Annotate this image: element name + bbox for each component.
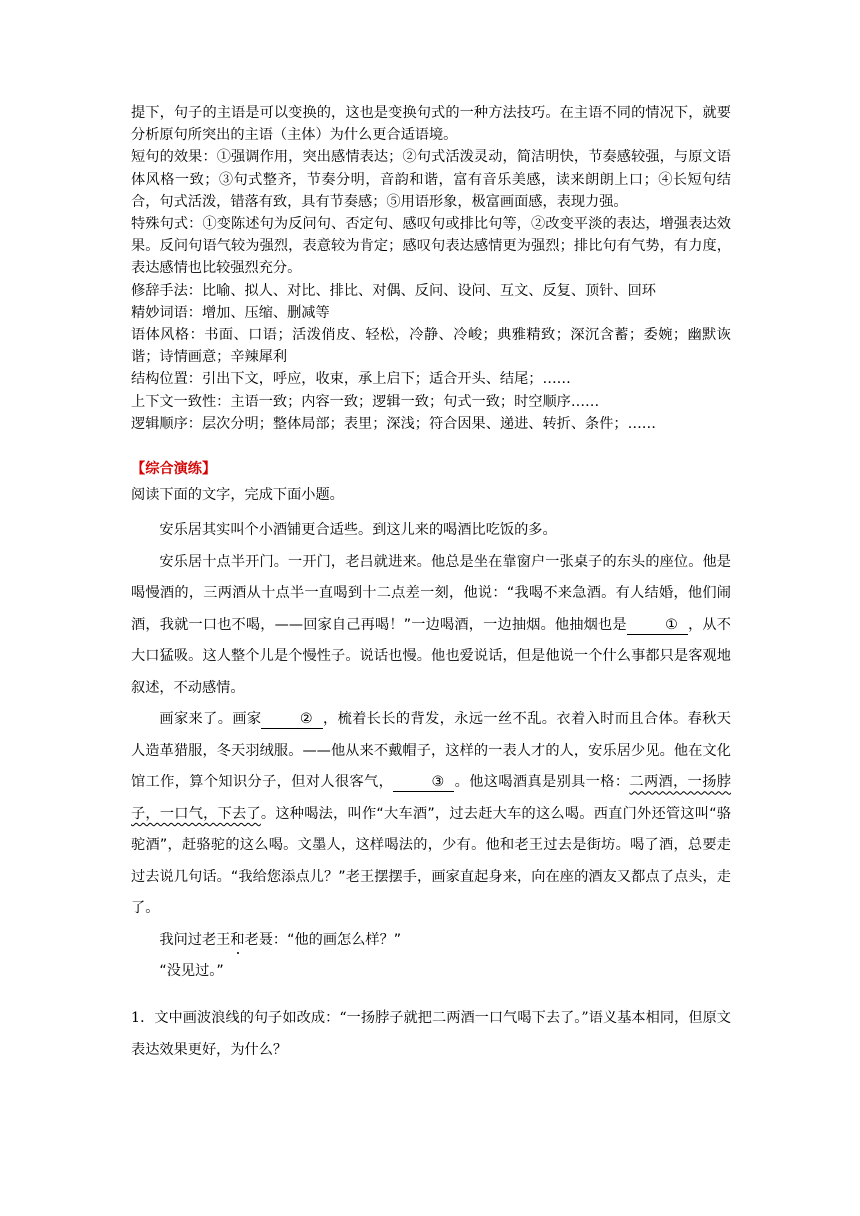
document-body (131, 102, 731, 1080)
note-paragraph: 提下，句子的主语是可以变换的，这也是变换句式的一种方法技巧。在主语不同的情况下，就要分析原句所突出的主语（主体）为什么更合适语境。 (131, 105, 731, 144)
passage-paragraph: “没见过。” (159, 963, 224, 980)
note-paragraph: 语体风格：书面、口语；活泼俏皮、轻松，冷静、冷峻；典雅精致；深沉含蓄；委婉；幽默诙谐；诗情画意；辛辣犀利 (131, 327, 731, 366)
note-paragraph: 逻辑顺序：层次分明；整体局部；表里；深浅；符合因果、递进、转折、条件；…… (131, 415, 656, 432)
passage-text: ，从不大口猛吸。这人整个儿是个慢性子。说话也慢。他也爱说话，但是他说一个什么事都只是客观地叙述，不动感情。 (131, 616, 731, 696)
note-paragraph: 上下文一致性：主语一致；内容一致；逻辑一致；句式一致；时空顺序…… (131, 393, 600, 410)
reading-passage (131, 515, 731, 988)
note-paragraph: 精妙词语：增加、压缩、删减等 (131, 304, 330, 321)
passage-paragraph (131, 925, 731, 957)
passage-text: 安乐居十点半开门。一开门，老吕就进来。他总是坐在靠窗户一张桌子的东头的座位。他是喝慢酒的，三两酒从十点半一直喝到十二点差一刻，他说：“我喝不来急酒。有人结婚，他们闹酒，我就一口也不喝，——回家自己再喝！”一边喝酒，一边抽烟。他抽烟也是 (131, 553, 731, 633)
passage-text: 老聂：“他的画怎么样？” (244, 931, 402, 948)
note-paragraph: 特殊句式：①变陈述句为反问句、否定句、感叹句或排比句等，②改变平淡的表达，增强表达效果。反问句语气较为强烈，表意较为肯定；感叹句表达感情更为强烈；排比句有气势，有力度，表达感情也比较强烈充分。 (131, 216, 731, 277)
blank-1: ① (627, 616, 688, 635)
passage-text: 我问过老王 (159, 931, 231, 948)
instruction-text: 阅读下面的文字，完成下面小题。 (131, 487, 344, 504)
question-text: 文中画波浪线的句子如改成：“一扬脖子就把二两酒一口气喝下去了。”语义基本相同，但原文表达效果更好，为什么？ (131, 1009, 731, 1058)
section-title: 【综合演练】 (131, 461, 217, 478)
notes-block (131, 102, 731, 435)
passage-text: 画家来了。画家 (159, 711, 262, 728)
wavy-underlined-sentence: 二两酒，一扬脖子，一口气，下去了 (131, 774, 731, 822)
note-paragraph: 修辞手法：比喻、拟人、对比、排比、对偶、反问、设问、互文、反复、顶针、回环 (131, 282, 656, 299)
note-paragraph: 结构位置：引出下文，呼应，收束，承上启下；适合开头、结尾；…… (131, 371, 571, 388)
question-1 (131, 1002, 731, 1066)
passage-text: 。他这喝酒真是别具一格： (454, 774, 630, 791)
passage-paragraph: 安乐居其实叫个小酒铺更合适些。到这儿来的喝酒比吃饭的多。 (159, 522, 557, 539)
question-number: 1． (131, 1009, 155, 1026)
blank-3: ③ (393, 773, 454, 792)
passage-text: ，梳着长长的背发，永远一丝不乱。衣着入时而且合体。春秋天人造革猎服，冬天羽绒服。——他从来不戴帽子，这样的一表人才的人，安乐居少见。他在文化馆工作，算个知识分子，但对人很客气， (131, 711, 731, 791)
passage-text: 。这种喝法，叫作“大车酒”，过去赶大车的这么喝。西直门外还管这叫“骆驼酒”，赶骆驼的这么喝。文墨人，这样喝法的，少有。他和老王过去是街坊。喝了酒，总要走过去说几句话。“我给您添点儿？”老王摆摆手，画家直起身来，向在座的酒友又都点了点头，走了。 (131, 805, 731, 917)
blank-2: ② (261, 710, 322, 729)
passage-paragraph (131, 547, 731, 705)
passage-paragraph (131, 704, 731, 925)
emphasis-dot-char: 和 (230, 931, 245, 948)
note-paragraph: 短句的效果：①强调作用，突出感情表达；②句式活泼灵动，简洁明快，节奏感较强，与原文语体风格一致；③句式整齐，节奏分明，音韵和谐，富有音乐美感，读来朗朗上口；④长短句结合，句式活泼，错落有致，具有节奏感；⑤用语形象，极富画面感，表现力强。 (131, 149, 731, 210)
